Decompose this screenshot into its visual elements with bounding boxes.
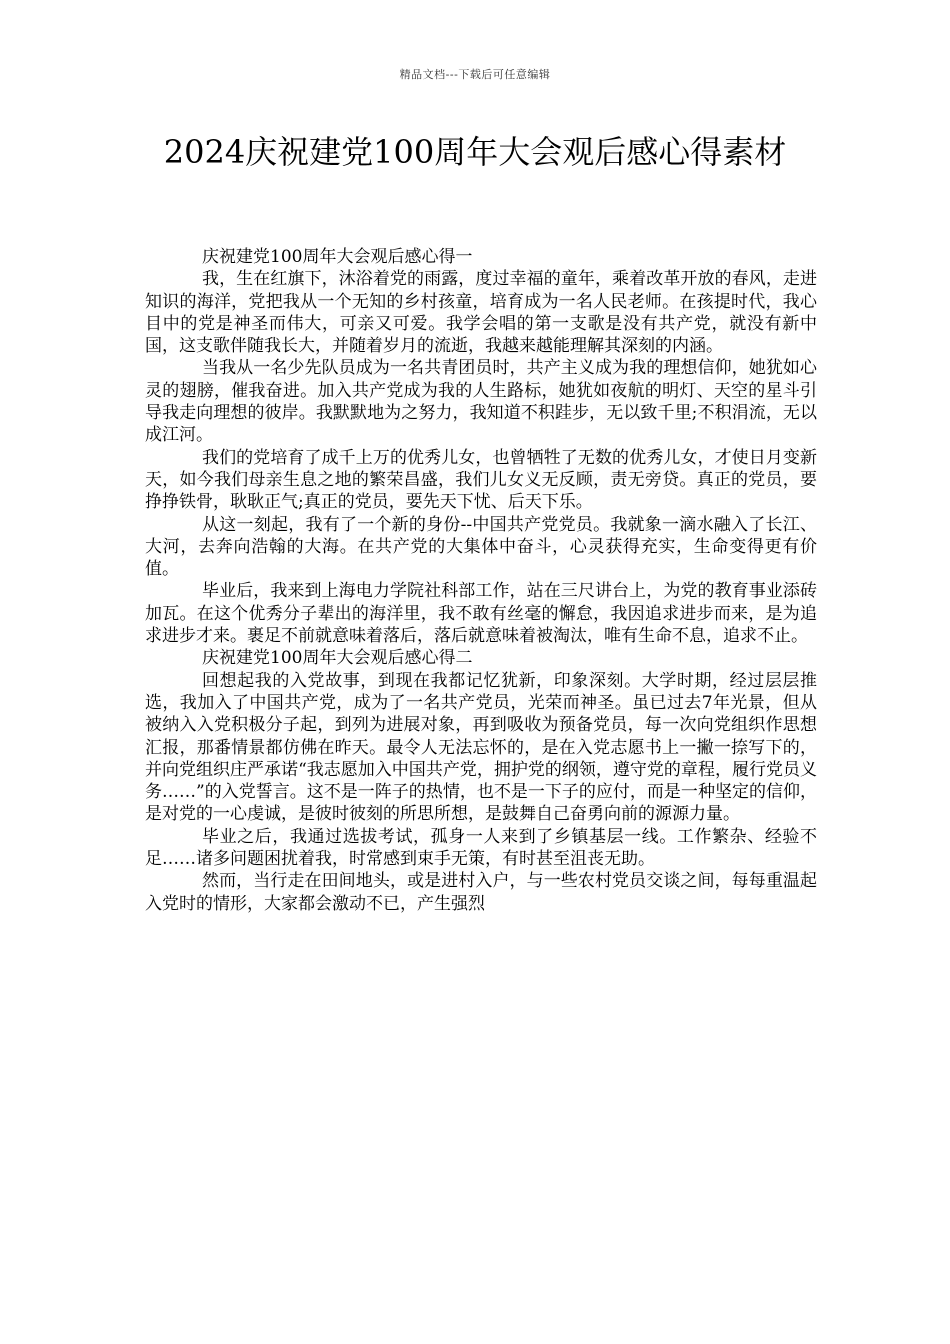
- paragraph: 毕业后，我来到上海电力学院社科部工作，站在三尺讲台上，为党的教育事业添砖加瓦。在这个优秀分子辈出的海洋里，我不敢有丝毫的懈怠，我因追求进步而来，是为追求进步才来。裹足不前就意味着落后，落后就意味着被淘汰，唯有生命不息，追求不止。: [145, 581, 817, 647]
- paragraph: 毕业之后，我通过选拔考试，孤身一人来到了乡镇基层一线。工作繁杂、经验不足……诸多问题困扰着我，时常感到束手无策，有时甚至沮丧无助。: [145, 826, 817, 870]
- paragraph: 我们的党培育了成千上万的优秀儿女，也曾牺牲了无数的优秀儿女，才使日月变新天，如今我们母亲生息之地的繁荣昌盛，我们儿女义无反顾，责无旁贷。真正的党员，要挣挣铁骨，耿耿正气;真正的党员，要先天下忧、后天下乐。: [145, 447, 817, 513]
- paragraph: 然而，当行走在田间地头，或是进村入户，与一些农村党员交谈之间，每每重温起入党时的情形，大家都会激动不已，产生强烈: [145, 871, 817, 914]
- section-heading-2: 庆祝建党100周年大会观后感心得二: [202, 648, 473, 669]
- paragraph: 回想起我的入党故事，到现在我都记忆犹新，印象深刻。大学时期，经过层层推选，我加入了中国共产党，成为了一名共产党员，光荣而神圣。虽已过去7年光景，但从被纳入入党积极分子起，到列为进展对象，再到吸收为预备党员，每一次向党组织作思想汇报，那番情景都仿佛在昨天。最令人无法忘怀的，是在入党志愿书上一撇一捺写下的，并向党组织庄严承诺“我志愿加入中国共产党，拥护党的纲领，遵守党的章程，履行党员义务……”的入党誓言。这不是一阵子的热情，也不是一下子的应付，而是一种坚定的信仰，是对党的一心虔诚，是彼时彼刻的所思所想，是鼓舞自己奋勇向前的源源力量。: [145, 670, 817, 825]
- paragraph: 我，生在红旗下，沐浴着党的雨露，度过幸福的童年，乘着改革开放的春风，走进知识的海洋，党把我从一个无知的乡村孩童，培育成为一名人民老师。在孩提时代，我心目中的党是神圣而伟大，可亲又可爱。我学会唱的第一支歌是没有共产党，就没有新中国，这支歌伴随我长大，并随着岁月的流逝，我越来越能理解其深刻的内涵。: [145, 269, 817, 357]
- section-heading-1: 庆祝建党100周年大会观后感心得一: [202, 247, 473, 267]
- document-body: [145, 246, 817, 915]
- paragraph: 从这一刻起，我有了一个新的身份--中国共产党党员。我就象一滴水融入了长江、大河，去奔向浩翰的大海。在共产党的大集体中奋斗，心灵获得充实，生命变得更有价值。: [145, 514, 817, 580]
- page-header: 精品文档---下载后可任意编辑: [399, 68, 551, 81]
- document-title: 2024庆祝建党100周年大会观后感心得素材: [163, 133, 787, 171]
- paragraph: 当我从一名少先队员成为一名共青团员时，共产主义成为我的理想信仰，她犹如心灵的翅膀，催我奋进。加入共产党成为我的人生路标，她犹如夜航的明灯、天空的星斗引导我走向理想的彼岸。我默默地为之努力，我知道不积跬步，无以致千里;不积涓流，无以成江河。: [145, 358, 817, 446]
